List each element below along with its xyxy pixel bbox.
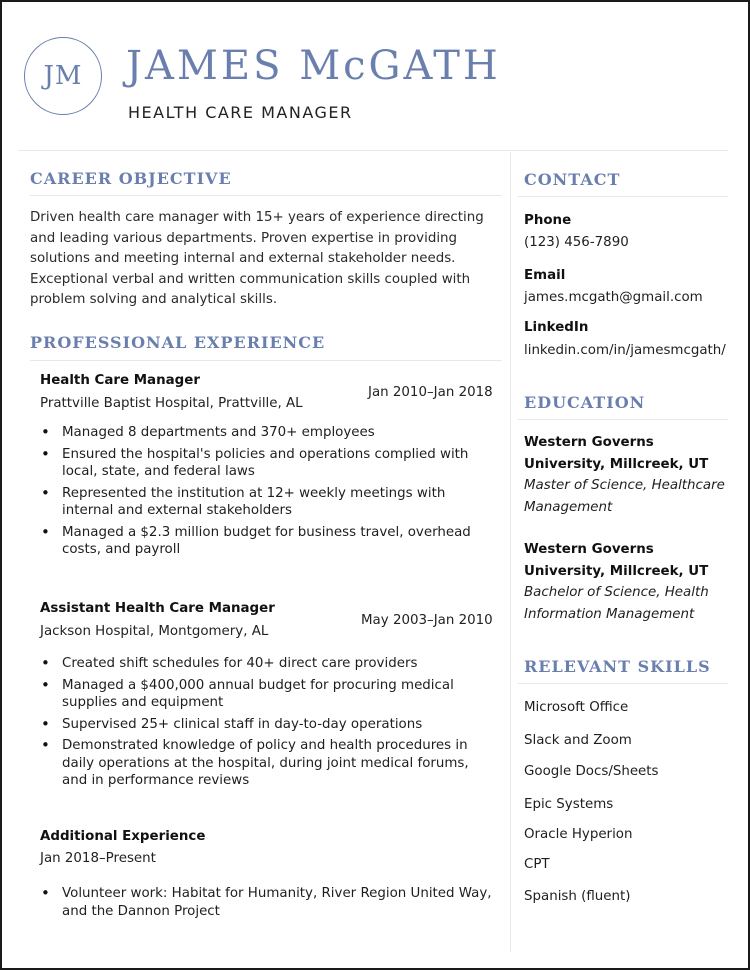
job-title: Health Care Manager xyxy=(40,373,200,388)
candidate-name: JAMES McGATH xyxy=(126,43,501,89)
skill-item: Google Docs/Sheets xyxy=(524,764,659,779)
education-school: Western Governs University, Millcreek, UT xyxy=(524,435,709,472)
skill-item: Slack and Zoom xyxy=(524,733,632,748)
skills-heading: RELEVANT SKILLS xyxy=(524,657,711,676)
monogram-badge: JM xyxy=(24,37,102,115)
career-objective-heading: CAREER OBJECTIVE xyxy=(30,169,232,188)
bullet-item: • Created shift schedules for 40+ direct care providers xyxy=(40,655,492,673)
skill-item: CPT xyxy=(524,857,550,872)
job-bullets xyxy=(40,655,492,790)
header-divider xyxy=(18,150,728,151)
phone-label: Phone xyxy=(524,213,572,228)
skill-item: Oracle Hyperion xyxy=(524,827,633,842)
skill-item: Microsoft Office xyxy=(524,700,629,715)
job-organization: Jackson Hospital, Montgomery, AL xyxy=(40,624,269,639)
bullet-item: • Represented the institution at 12+ weekly meetings with internal and external stakeholders xyxy=(40,485,492,520)
contact-rule xyxy=(518,196,728,197)
skills-rule xyxy=(518,683,728,684)
experience-rule xyxy=(30,360,502,361)
linkedin-label: LinkedIn xyxy=(524,320,589,335)
career-objective-text xyxy=(30,208,498,311)
bullet-item: • Volunteer work: Habitat for Humanity, River Region United Way, and the Dannon Project xyxy=(40,885,492,920)
education-heading: EDUCATION xyxy=(524,393,646,412)
bullet-item: • Ensured the hospital's policies and operations complied with local, state, and federal laws xyxy=(40,446,492,481)
education-rule xyxy=(518,419,728,420)
email-label: Email xyxy=(524,268,566,283)
contact-heading: CONTACT xyxy=(524,170,621,189)
job-dates: Jan 2010–Jan 2018 xyxy=(368,385,493,400)
job-title: Assistant Health Care Manager xyxy=(40,601,275,616)
skill-item: Epic Systems xyxy=(524,797,614,812)
education-degree: Master of Science, Healthcare Management xyxy=(524,478,725,515)
linkedin-link[interactable]: linkedin.com/in/jamesmcgath/ xyxy=(524,343,726,358)
candidate-title: HEALTH CARE MANAGER xyxy=(128,103,353,122)
skill-item: Spanish (fluent) xyxy=(524,889,631,904)
experience-heading: PROFESSIONAL EXPERIENCE xyxy=(30,333,326,352)
education-degree: Bachelor of Science, Health Information Management xyxy=(524,585,709,622)
objective-line: Exceptional verbal and written communication skills coupled with xyxy=(30,271,471,287)
additional-experience-title: Additional Experience xyxy=(40,829,206,844)
bullet-item: • Demonstrated knowledge of policy and health procedures in daily operations at the hospital, during joint medical forums, and in performance reviews xyxy=(40,737,492,790)
bullet-item: • Managed 8 departments and 370+ employees xyxy=(40,424,492,442)
bullet-item: • Supervised 25+ clinical staff in day-to-day operations xyxy=(40,716,492,734)
job-dates: May 2003–Jan 2010 xyxy=(361,613,493,628)
resume-header xyxy=(2,2,748,150)
bullet-item: • Managed a $400,000 annual budget for procuring medical supplies and equipment xyxy=(40,677,492,712)
objective-line: problem solving and analytical skills. xyxy=(30,292,278,307)
bullet-item: • Managed a $2.3 million budget for business travel, overhead costs, and payroll xyxy=(40,524,492,559)
objective-line: solutions and meeting internal and external stakeholder needs. xyxy=(30,251,456,266)
education-school: Western Governs University, Millcreek, UT xyxy=(524,542,709,579)
objective-line: Driven health care manager with 15+ years of experience directing xyxy=(30,210,484,225)
job-organization: Prattville Baptist Hospital, Prattville, AL xyxy=(40,396,303,411)
additional-bullets xyxy=(40,885,492,920)
job-bullets xyxy=(40,424,492,559)
email-link[interactable]: james.mcgath@gmail.com xyxy=(524,290,703,305)
objective-line: and leading various departments. Proven expertise in providing xyxy=(30,230,458,246)
column-divider xyxy=(510,152,511,952)
career-objective-rule xyxy=(30,195,502,196)
phone-value: (123) 456-7890 xyxy=(524,235,629,250)
additional-experience-dates: Jan 2018–Present xyxy=(40,851,156,866)
